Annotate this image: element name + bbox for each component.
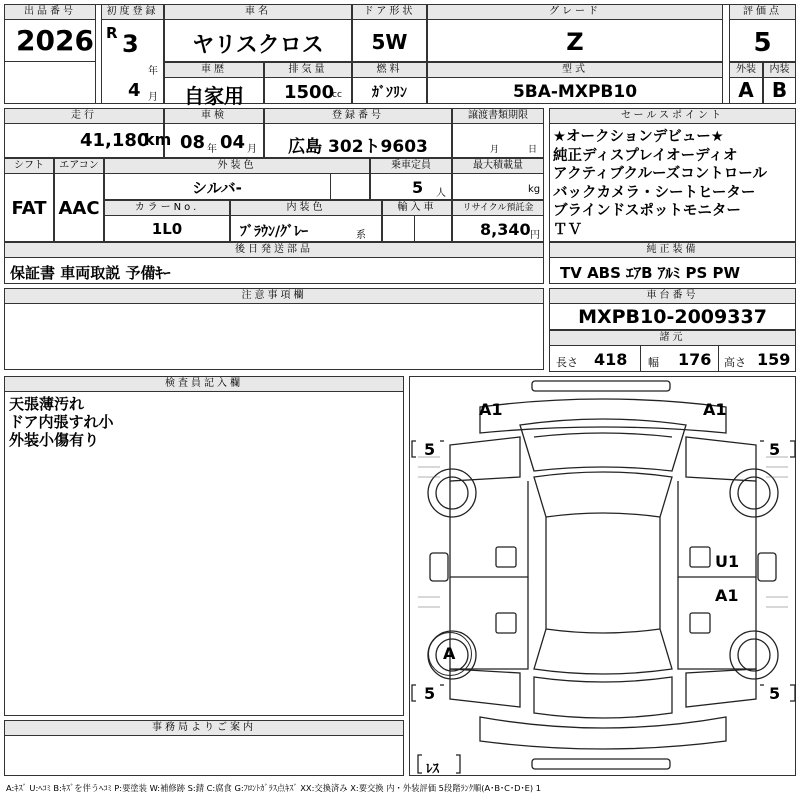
equip-label: 純正装備 bbox=[549, 242, 796, 258]
dims-label: 諸元 bbox=[549, 330, 796, 346]
tire-rear-right: 5 bbox=[769, 684, 781, 703]
mileage-label: 走行 bbox=[4, 108, 164, 124]
spare-tire: ﾚｽ bbox=[426, 762, 439, 777]
max-load-label: 最大積載量 bbox=[452, 158, 544, 174]
inspector-note: 天張薄汚れ bbox=[9, 395, 85, 413]
ext-label: 外装 bbox=[729, 62, 763, 78]
grade: Z bbox=[566, 28, 584, 56]
damage-mark-rear-quarter: A1 bbox=[715, 586, 739, 605]
ac: AAC bbox=[58, 198, 100, 219]
inspection-month: 04 bbox=[220, 132, 246, 153]
chassis-number: MXPB10-2009337 bbox=[578, 306, 767, 328]
damage-mark-front-left: A1 bbox=[479, 400, 503, 419]
office-label: 事務局よりご案内 bbox=[4, 720, 404, 736]
tire-front-left: 5 bbox=[424, 440, 436, 459]
transfer-label: 譲渡書類期限 bbox=[452, 108, 544, 124]
car-diagram-svg bbox=[410, 377, 797, 777]
shift: FAT bbox=[11, 198, 47, 219]
int-label: 内装 bbox=[763, 62, 796, 78]
sales-point: バックカメラ・シートヒーター bbox=[553, 184, 756, 201]
plate-label: 登録番号 bbox=[264, 108, 452, 124]
inspection-year: 08 bbox=[180, 132, 206, 153]
ext-color-label: 外装色 bbox=[104, 158, 370, 174]
damage-mark-front-right: A1 bbox=[703, 400, 727, 419]
score: 5 bbox=[753, 28, 772, 58]
displacement: 1500 bbox=[284, 82, 335, 103]
damage-mark-rear-door: U1 bbox=[715, 552, 740, 571]
car-name-label: 車名 bbox=[164, 4, 352, 20]
plate-number: 広島 302ト9603 bbox=[288, 137, 428, 157]
tire-front-right: 5 bbox=[769, 440, 781, 459]
reg-month: 4 bbox=[128, 80, 141, 101]
sales-point: ★オークションデビュー★ bbox=[553, 129, 724, 145]
tire-rear-left: 5 bbox=[424, 684, 436, 703]
color-no: 1L0 bbox=[151, 220, 183, 238]
sales-point: ＴＶ bbox=[553, 221, 582, 238]
damage-mark-wheel: A bbox=[443, 644, 456, 663]
capacity-label: 乗車定員 bbox=[370, 158, 452, 174]
office-box bbox=[4, 720, 404, 776]
model-label: 型式 bbox=[427, 62, 723, 78]
capacity: 5 bbox=[412, 178, 424, 197]
door-type: 5W bbox=[371, 30, 408, 54]
history: 自家用 bbox=[184, 84, 244, 108]
first-reg-label: 初度登録 bbox=[101, 4, 164, 20]
sales-point: 純正ディスプレイオーディオ bbox=[553, 147, 738, 164]
later-parts: 保証書 車両取説 予備ｷｰ bbox=[10, 264, 171, 282]
inspector-note: 外装小傷有り bbox=[9, 431, 100, 449]
model-code: 5BA-MXPB10 bbox=[512, 82, 638, 102]
ext-grade: A bbox=[738, 78, 754, 102]
shift-label: シフト bbox=[4, 158, 54, 174]
ac-label: エアコン bbox=[54, 158, 104, 174]
height: 159 bbox=[757, 350, 791, 369]
ext-color: シルバ- bbox=[192, 179, 242, 197]
later-parts-label: 後日発送部品 bbox=[4, 242, 544, 258]
era: R bbox=[106, 24, 118, 42]
import-label: 輸入車 bbox=[382, 200, 452, 216]
length: 418 bbox=[594, 350, 628, 369]
fuel-label: 燃料 bbox=[352, 62, 427, 78]
legend: A:ｷｽﾞ U:ﾍｺﾐ B:ｷｽﾞを伴うﾍｺﾐ P:要塗装 W:補修跡 S:錆 C:腐食 G:ﾌﾛﾝﾄｶﾞﾗｽ点ｷｽﾞ XX:交換済み X:要交換 内・外装評価 5段階ﾗﾝｸ順(A･B･C･D･E) 1 bbox=[6, 783, 542, 793]
inspection-label: 車検 bbox=[164, 108, 264, 124]
notes-box bbox=[4, 288, 544, 370]
int-grade: B bbox=[771, 78, 788, 102]
sales-point: アクティブクルーズコントロール bbox=[553, 166, 768, 182]
chassis-label: 車台番号 bbox=[549, 288, 796, 304]
score-label: 評価点 bbox=[729, 4, 796, 20]
car-name: ヤリスクロス bbox=[192, 33, 324, 58]
sales-point: ブラインドスポットモニター bbox=[553, 203, 741, 219]
sales-label: セールスポイント bbox=[549, 108, 796, 124]
door-label: ドア形状 bbox=[352, 4, 427, 20]
int-color-label: 内装色 bbox=[230, 200, 382, 216]
reg-year: 3 bbox=[122, 30, 139, 58]
notes-label: 注意事項欄 bbox=[4, 288, 544, 304]
color-no-label: カラーNo. bbox=[104, 200, 230, 216]
inspector-note: ドア内張すれ小 bbox=[9, 413, 114, 431]
displacement-label: 排気量 bbox=[264, 62, 352, 78]
inspector-label: 検査員記入欄 bbox=[4, 376, 404, 392]
history-label: 車歴 bbox=[164, 62, 264, 78]
int-color: ﾌﾞﾗｳﾝ/ｸﾞﾚｰ bbox=[240, 224, 309, 240]
recycle-label: リサイクル預託金 bbox=[452, 200, 544, 216]
recycle-deposit: 8,340 bbox=[480, 220, 531, 239]
lot-label: 出品番号 bbox=[4, 4, 96, 20]
lot-number: 2026 bbox=[16, 24, 94, 57]
grade-label: グレード bbox=[427, 4, 723, 20]
fuel: ｶﾞｿﾘﾝ bbox=[372, 85, 407, 101]
car-diagram bbox=[409, 376, 796, 776]
width: 176 bbox=[678, 350, 712, 369]
equipment-list: TV ABS ｴｱB ｱﾙﾐ PS PW bbox=[560, 264, 741, 282]
mileage: 41,180 bbox=[80, 130, 150, 151]
